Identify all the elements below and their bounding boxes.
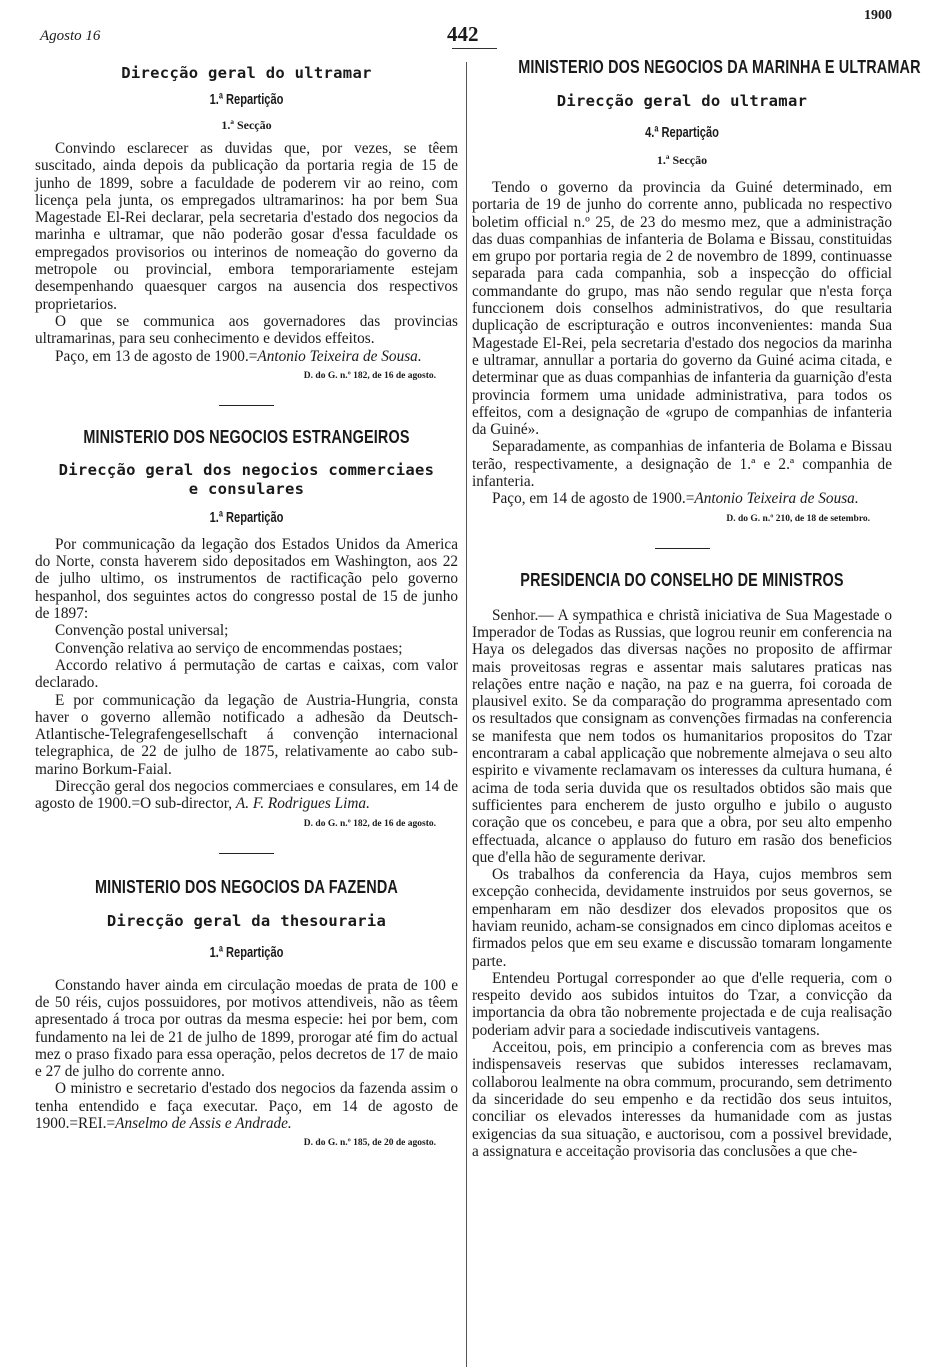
signature-text: O ministro e secretario d'estado dos negocios da fazenda assim o tenha entendido e faça executar. Paço, em 14 de agosto de 1900.=REI.= (35, 1080, 458, 1132)
left-column (35, 64, 458, 1150)
section-reparticao: 4.ª Repartição (645, 124, 719, 141)
paragraph: E por communicação da legação de Austria-Hungria, consta haver o governo allemão notificado a adhesão da Deutsch-Atlantische-Telegrafengesellschaft á convenção internacional telegraphica, de 22 de julho de 1875, relativamente ao cabo sub-marino Borkum-Faial. (35, 691, 458, 778)
signature-paragraph (35, 348, 458, 365)
paragraph: O que se communica aos governadores das provincias ultramarinas, para seu conhecimento e devidos effeitos. (35, 312, 458, 348)
signatory: Antonio Teixeira de Sousa. (694, 490, 859, 508)
paragraph: Accordo relativo á permutação de cartas e caixas, com valor declarado. (35, 656, 458, 692)
section-separator (219, 853, 274, 854)
signatory: Anselmo de Assis e Andrade. (115, 1114, 292, 1132)
section-direccao: Direcção geral dos negocios commerciaes (58, 460, 435, 479)
paragraph: Entendeu Portugal corresponder ao que d'elle requeria, com o respeito devido aos subidos intuitos do Tzar, a convicção da importancia da obra tão nobremente projectada e de cuja realisação poderiam advir para a sociedade indiscutiveis vantagens. (472, 969, 892, 1039)
ministry-heading: MINISTERIO DOS NEGOCIOS DA MARINHA E ULTRAMAR (518, 56, 921, 77)
paragraph: Senhor.— A sympathica e christã iniciativa de Sua Magestade o Imperador de Todas as Russias, que logrou reunir em conferencia na Haya os delegados das diversas nações no proposito de affirmar mais proveitosas regras e assentar mais salutares praticas nas relações entre nação e nação, na paz e na guerra, foi coroada de plausivel exito. Se da comparação do programma apresentado com os resultados que consignam as convenções firmadas na conferencia se manifesta que nem todos os humanitarios propositos do Tzar encontraram a cabal applicação que nobremente almejava o seu alto espirito e vivamente reclamavam os interesses da cultura humana, é acima de toda seria duvida que os resultados obtidos são mais que sufficientes para encherem de justo orgulho e jubilo o augusto coração que os concebeu, e para que a obra, por seu alto empenho effectuada, alcance o applauso do futuro em rasão dos beneficios que d'ella hão de seguramente derivar. (472, 606, 892, 866)
ministry-heading: MINISTERIO DOS NEGOCIOS ESTRANGEIROS (83, 425, 410, 447)
section-seccao: 1.ª Secção (656, 153, 708, 167)
section-reparticao: 1.ª Repartição (209, 508, 284, 526)
signature-paragraph (35, 778, 458, 813)
signature-text: Paço, em 13 de agosto de 1900.= (55, 347, 258, 365)
signature-paragraph (472, 490, 892, 507)
section-seccao: 1.ª Secção (221, 118, 272, 132)
source-citation: D. do G. n.º 182, de 16 de agosto. (303, 818, 436, 829)
paragraph: Acceitou, pois, em principio a conferencia com as breves mas indispensaveis reservas que subidos interesses reclamavam, collaborou lealmente na obra commum, procurando, sem detrimento da sinceridade do seu empenho e da rectidão dos seus intuitos, conciliar os elevados interesses da humanidade com as justas exigencias da sua situação, e auctorisou, com a possivel brevidade, a assignatura e acceitação provisoria das conclusões a que che- (472, 1039, 892, 1160)
page-header (0, 0, 930, 60)
paragraph: Constando haver ainda em circulação moedas de prata de 100 e de 50 réis, cujos possuidores, por motivos attendiveis, não as têem apresentado á troca por outras da mesma especie: hei por bem, com fundamento na lei de 21 de julho de 1899, prorogar até fim do actual mez o praso fixado para essa operação, pelos decretos de 17 de maio e 27 de julho do corrente anno. (35, 976, 458, 1081)
section-reparticao: 1.ª Repartição (209, 91, 284, 108)
section-direccao: Direcção geral do ultramar (121, 64, 372, 82)
fazenda-section (35, 876, 458, 1151)
page-number-rule (452, 48, 497, 49)
ministry-heading: MINISTERIO DOS NEGOCIOS DA FAZENDA (94, 875, 399, 897)
presidencia-section (472, 569, 892, 1161)
header-year: 1900 (864, 8, 892, 23)
section-separator (219, 405, 274, 406)
paragraph: Por communicação da legação dos Estados Unidos da America do Norte, consta haverem sido depositados em Washington, aos 22 de julho ultimo, os instrumentos de ractificação pelo governo hespanhol, dos seguintes actos do congresso postal de 15 de junho de 1897: (35, 535, 458, 623)
paragraph: Convenção postal universal; (55, 622, 229, 640)
page-number: 442 (447, 22, 479, 46)
marinha-section (472, 56, 921, 526)
signature-paragraph (35, 1080, 458, 1132)
signature-text: Direcção geral dos negocios commerciaes e consulares, em 14 de agosto de 1900.=O sub-director, (35, 778, 458, 813)
header-date: Agosto 16 (40, 28, 101, 44)
ultramar-section (35, 64, 458, 383)
section-direccao-cont: e consulares (188, 479, 305, 498)
paragraph: Os trabalhos da conferencia da Haya, cujos membros sem excepção conhecida, devidamente instruidos por seus governos, se empenharam em não desdizer dos elevados propositos que os haviam reunido, acham-se consignados em cinco diplomas aceitos e firmados pelos que em seu exame e discussão tomaram longamente parte. (472, 866, 892, 970)
paragraph: Tendo o governo da provincia da Guiné determinado, em portaria de 19 de junho do corrente anno, publicada no respectivo boletim official n.º 25, de 23 do mesmo mez, que a administração das duas companhias de infanteria de Bolama e Bissau, constituidas em grupo por portaria regia de 2 de novembro de 1899, continuasse separada para cada companhia, sob a inspecção do official commandante do grupo, mas não sendo regular que n'esta força funccionem dois conselhos administrativos, do que resultaria duplicação de escripturação e outros inconvenientes: manda Sua Magestade El-Rei, pela secretaria d'estado dos negocios da marinha e ultramar, annullar a portaria do governo da Guiné acima citada, e determinar que as duas companhias de infanteria da guarnição d'esta provincia formem uma unidade administrativa, para todos os effeitos, com a designação de «grupo de companhias de infanteria da Guiné». (472, 179, 892, 439)
signature-text: Paço, em 14 de agosto de 1900.= (492, 490, 695, 508)
source-citation: D. do G. n.º 185, de 20 de agosto. (303, 1138, 436, 1149)
source-citation: D. do G. n.º 182, de 16 de agosto. (303, 370, 436, 381)
right-column (472, 56, 921, 1160)
paragraph: Convenção relativa ao serviço de encommendas postaes; (55, 639, 403, 657)
paragraph: Separadamente, as companhias de infanteria de Bolama e Bissau terão, respectivamente, a designação de 1.ª e 2.ª companhia de infanteria. (472, 438, 892, 491)
section-direccao: Direcção geral do ultramar (556, 92, 808, 110)
signatory: A. F. Rodrigues Lima. (235, 795, 370, 813)
source-citation: D. do G. n.º 210, de 18 de setembro. (726, 513, 870, 524)
section-separator (655, 548, 710, 549)
paragraph: Convindo esclarecer as duvidas que, por vezes, se têem suscitado, ainda depois da publicação da portaria regia de 15 de junho de 1899, sobre a faculdade de poderem vir ao reino, com licença pela junta, os empregados ultramarinos: ha por bem Sua Magestade El-Rei declarar, pela secretaria d'estado dos negocios da marinha e ultramar, que não poderão gosar d'essa faculdade os empregados provisorios ou interinos de nomeação do governo da metropole ou provincial, embora temporariamente estejam desempenhando quaesquer cargos na ausencia dos respectivos proprietarios. (35, 140, 458, 313)
section-reparticao: 1.ª Repartição (209, 943, 284, 961)
section-direccao: Direcção geral da thesouraria (106, 911, 387, 930)
signatory: Antonio Teixeira de Sousa. (257, 347, 422, 365)
estrangeiros-section (35, 426, 458, 831)
ministry-heading: PRESIDENCIA DO CONSELHO DE MINISTROS (520, 568, 844, 590)
column-divider (466, 62, 467, 1367)
